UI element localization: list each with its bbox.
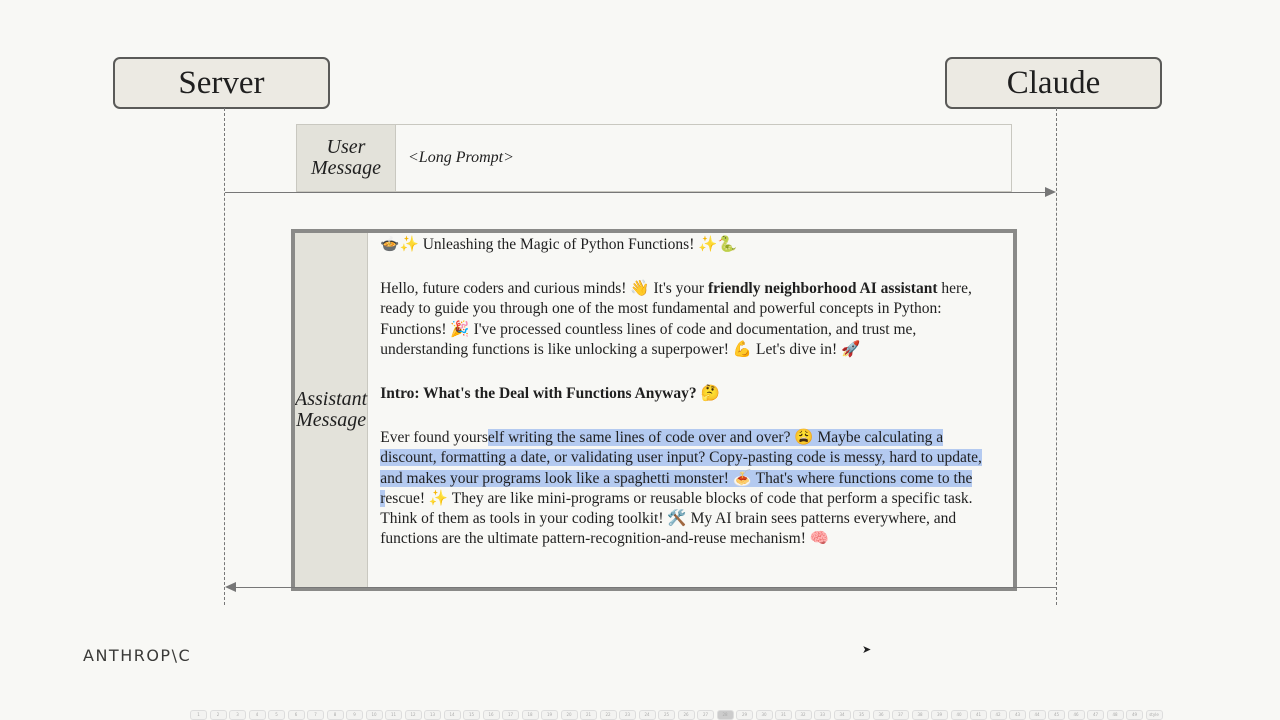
server-lifeline: [224, 108, 225, 605]
page-button[interactable]: 27: [697, 710, 714, 720]
page-button[interactable]: 24: [639, 710, 656, 720]
section-heading: Intro: What's the Deal with Functions Anyway? 🤔: [380, 385, 720, 403]
page-button[interactable]: 35: [853, 710, 870, 720]
page-button[interactable]: 19: [541, 710, 558, 720]
text: here, ready to guide you through one of the most fundamental and powerful concepts in Python: Functions! 🎉 I've processed countless lines of code and documentation, and trust me, understanding functions is like unlocking a superpower! 💪 Let's dive in! 🚀: [380, 280, 972, 358]
page-button[interactable]: 22: [600, 710, 617, 720]
page-button[interactable]: 45: [1048, 710, 1065, 720]
page-button[interactable]: 48: [1107, 710, 1124, 720]
page-button[interactable]: 28: [717, 710, 734, 720]
label-line: User: [326, 136, 366, 158]
page-button[interactable]: 1: [190, 710, 207, 720]
page-button[interactable]: 36: [873, 710, 890, 720]
arrow-head-icon: [225, 582, 236, 592]
page-button[interactable]: 9: [346, 710, 363, 720]
response-arrow: [236, 587, 1056, 588]
text: Ever found yours: [380, 429, 488, 447]
paragraph-body: [380, 428, 1001, 549]
claude-actor: Claude: [945, 57, 1162, 109]
page-button[interactable]: 8: [327, 710, 344, 720]
arrow-head-icon: [1045, 187, 1056, 197]
page-button[interactable]: 49: [1126, 710, 1143, 720]
page-button[interactable]: 29: [736, 710, 753, 720]
page-button[interactable]: 3: [229, 710, 246, 720]
page-button[interactable]: 5: [268, 710, 285, 720]
user-message-label: [297, 125, 396, 191]
page-button[interactable]: 39: [931, 710, 948, 720]
page-button[interactable]: 7: [307, 710, 324, 720]
page-button[interactable]: 43: [1009, 710, 1026, 720]
label-line: Assistant: [295, 388, 368, 410]
page-button[interactable]: 17: [502, 710, 519, 720]
page-button[interactable]: 12: [405, 710, 422, 720]
page-button[interactable]: 40: [951, 710, 968, 720]
selected-text[interactable]: elf writing the same lines of code over and over? 😩 Maybe calculating a discount, formatting a date, or validating user input? Copy-pasting code is messy, hard to update, and makes your programs look like a spaghetti monster! 🍝 That's where functions come to the r: [380, 429, 982, 507]
page-button[interactable]: 20: [561, 710, 578, 720]
assistant-message-content[interactable]: [368, 233, 1013, 587]
page-button[interactable]: 21: [580, 710, 597, 720]
page-button[interactable]: 44: [1029, 710, 1046, 720]
user-message: [296, 124, 1012, 192]
user-message-content: <Long Prompt>: [408, 148, 514, 166]
page-button[interactable]: 6: [288, 710, 305, 720]
label-line: Message: [296, 409, 367, 431]
message-title: 🍲✨ Unleashing the Magic of Python Functions! ✨🐍: [380, 236, 737, 253]
page-button[interactable]: 47: [1087, 710, 1104, 720]
page-button[interactable]: 41: [970, 710, 987, 720]
page-button[interactable]: 37: [892, 710, 909, 720]
page-button[interactable]: 32: [795, 710, 812, 720]
page-button[interactable]: 18: [522, 710, 539, 720]
bold-text: friendly neighborhood AI assistant: [707, 280, 938, 298]
page-button[interactable]: 33: [814, 710, 831, 720]
page-button[interactable]: 34: [834, 710, 851, 720]
page-button[interactable]: 16: [483, 710, 500, 720]
server-actor: Server: [113, 57, 330, 109]
page-button[interactable]: 31: [775, 710, 792, 720]
page-button[interactable]: 14: [444, 710, 461, 720]
page-button[interactable]: 25: [658, 710, 675, 720]
page-button[interactable]: 46: [1068, 710, 1085, 720]
page-button[interactable]: 30: [756, 710, 773, 720]
page-button[interactable]: 11: [385, 710, 402, 720]
request-arrow: [225, 192, 1045, 193]
paragraph-intro: [380, 279, 1001, 360]
page-button[interactable]: 26: [678, 710, 695, 720]
page-button[interactable]: 15: [463, 710, 480, 720]
page-button[interactable]: 23: [619, 710, 636, 720]
claude-lifeline: [1056, 108, 1057, 605]
page-button[interactable]: 42: [990, 710, 1007, 720]
page-button[interactable]: 10: [366, 710, 383, 720]
page-button[interactable]: 13: [424, 710, 441, 720]
slide-pager[interactable]: [190, 710, 1163, 720]
anthropic-logo: ANTHROP\C: [83, 646, 192, 665]
label-line: Message: [311, 157, 381, 179]
page-button[interactable]: 2: [210, 710, 227, 720]
mouse-cursor-icon: ➤: [862, 643, 872, 656]
text: escue! ✨ They are like mini-programs or reusable blocks of code that perform a specific task. Think of them as tools in your coding toolkit! 🛠️ My AI brain sees patterns everywhere, and functions are the ultimate pattern-recognition-and-reuse mechanism! 🧠: [380, 489, 973, 548]
assistant-message-label: [295, 233, 368, 587]
assistant-message[interactable]: [291, 229, 1017, 591]
page-button[interactable]: 38: [912, 710, 929, 720]
page-button[interactable]: 4: [249, 710, 266, 720]
page-button[interactable]: style: [1146, 710, 1163, 720]
text: Hello, future coders and curious minds! 👋 It's your: [380, 280, 708, 298]
